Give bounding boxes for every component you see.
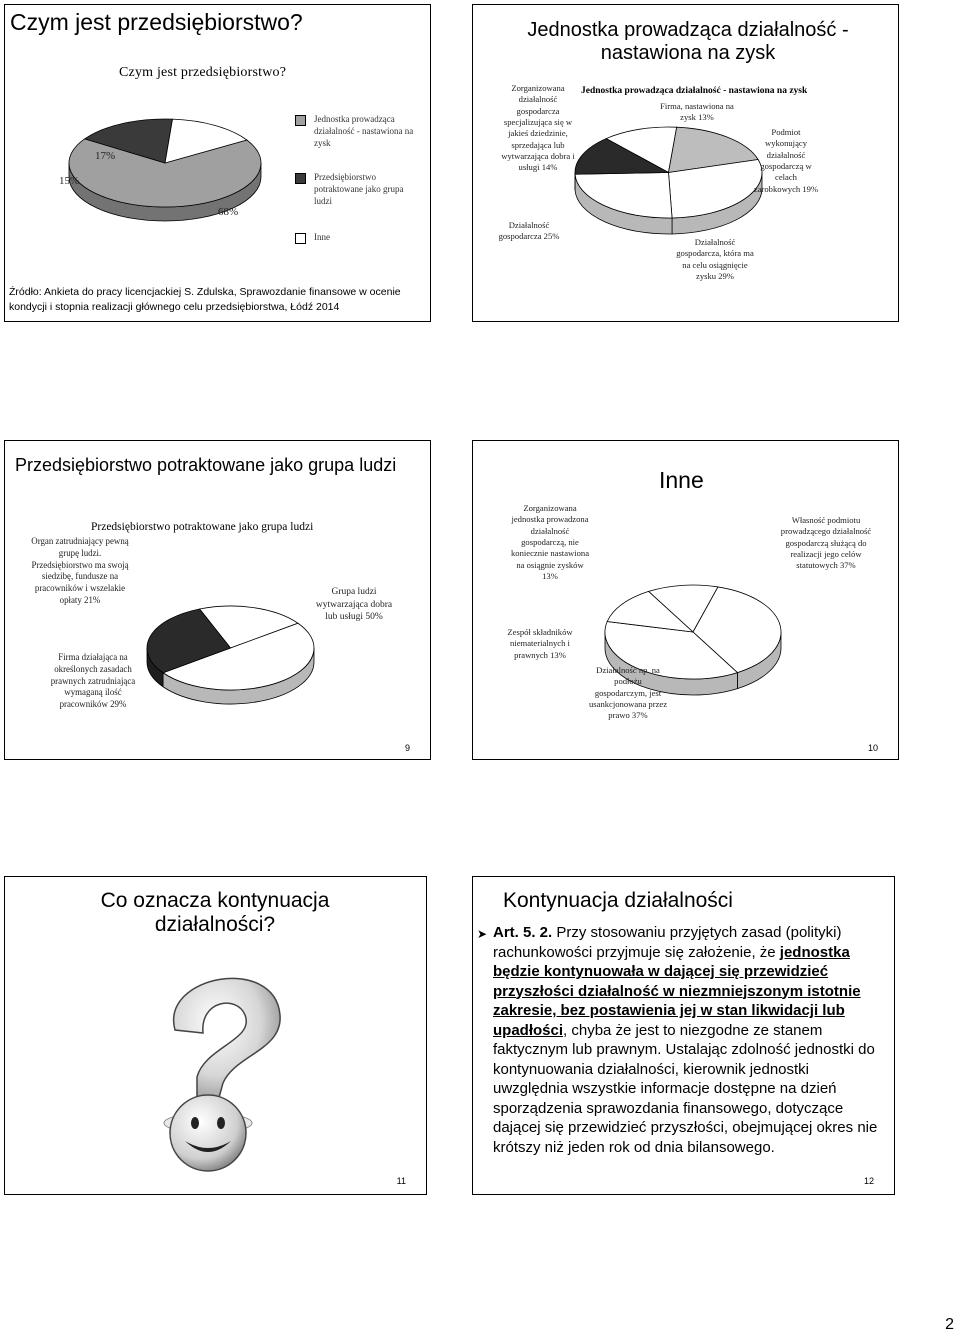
legend-item [295, 171, 418, 207]
slide-title: Przedsiębiorstwo potraktowane jako grupa ludzi [15, 455, 397, 475]
slide-5 [4, 876, 427, 1195]
slide-3 [4, 440, 431, 760]
bullet-arrow-icon: ➤ [477, 927, 488, 941]
paragraph-text: Przy stosowaniu przyjętych zasad (polityki) rachunkowości przyjmuje się założenie, że [493, 924, 842, 961]
slice-label: Zorganizowana jednostka prowadzona działalność gospodarczą, nie koniecznie nastawiona na osiągnie zysków 13% [510, 503, 590, 582]
pct-label: 17% [95, 150, 116, 162]
slice-label: Firma, nastawiona na zysk 13% [660, 101, 734, 123]
slide-title: Co oznacza kontynuacja działalności? [100, 889, 330, 937]
question-smiley-illustration [105, 955, 315, 1175]
slice-label: Podmiot wykonujący działalność gospodarczą w celach zarobkowych 19% [753, 127, 819, 194]
slide-title: Czym jest przedsiębiorstwo? [10, 9, 303, 35]
page-number: 9 [404, 743, 410, 753]
slice-label: Zespół składników niematerialnych i prawnych 13% [507, 627, 573, 660]
article-ref: Art. 5. 2. [493, 924, 553, 941]
pct-label: 15% [59, 175, 80, 187]
chart-title: Czym jest przedsiębiorstwo? [119, 65, 287, 80]
slice-label: Zorganizowana działalność gospodarcza specjalizująca się w jakieś dziedzinie, sprzedająca lub wytwarzająca dobra i usługi 14% [501, 83, 575, 173]
slide-1 [4, 4, 431, 322]
emphasized-text: jednostka będzie kontynuowała w dającej się przewidzieć przyszłości działalność w niezmniejszonym istotnie zakresie, bez postawienia jej w stan likwidacji lub upadłości [493, 943, 861, 1039]
source-note: Źródło: Ankieta do pracy licencjackiej S. Zdulska, Sprawozdanie finansowe w ocenie kondycji i stopnia realizacji głównego celu przedsiębiorstwa, Łódź 2014 [9, 286, 401, 314]
slide-4 [472, 440, 899, 760]
chart-title: Jednostka prowadząca działalność - nastawiona na zysk [581, 86, 808, 96]
legend-item [295, 113, 418, 149]
legend-swatch [295, 173, 306, 184]
pct-label: 68% [218, 206, 239, 218]
legend-label: Przedsiębiorstwo potraktowane jako grupa ludzi [314, 172, 404, 207]
bullet-paragraph [493, 923, 888, 1157]
page-number: 11 [396, 1176, 406, 1186]
chart-title: Przedsiębiorstwo potraktowane jako grupa ludzi [91, 521, 314, 533]
document-page-number: 2 [945, 1316, 954, 1333]
page-number: 12 [863, 1176, 874, 1186]
page-number: 10 [867, 743, 878, 753]
slice-label: Organ zatrudniający pewną grupę ludzi. Przedsiębiorstwo ma swoją siedzibę, fundusze na pracowników i wszelakie opłaty 21% [31, 536, 129, 605]
slice-label: Firma działająca na określonych zasadach prawnych zatrudniająca wymaganą ilość pracowników 29% [50, 652, 136, 709]
slide-6 [472, 876, 895, 1195]
slice-label: Własność podmiotu prowadzącego działalność gospodarczą służącą do realizacji jego celów statutowych 37% [780, 515, 872, 571]
slice-label: Działalność np. na podłożu gospodarczym, jest usankcjonowana przez prawo 37% [588, 665, 668, 721]
chart-legend [295, 113, 420, 253]
legend-label: Jednostka prowadząca działalność - nastawiona na zysk [314, 114, 414, 149]
legend-swatch [295, 115, 306, 126]
slide-title: Kontynuacja działalności [503, 889, 733, 912]
slice-label: Grupa ludzi wytwarzająca dobra lub usługi 50% [315, 587, 393, 623]
paragraph-text: , chyba że jest to niezgodne ze stanem faktycznym lub prawnym. Ustalając zdolność jednostki do kontynuowania działalności, kierownik jednostki uwzględnia wszystkie informacje dostępne na dzień sporządzenia sprawozdania finansowego, dotyczące dającej się przewidzieć przyszłości, obejmującej okres nie krótszy niż jeden rok od dnia bilansowego. [493, 1021, 878, 1156]
pie-chart [571, 123, 766, 238]
slice-label: Działalność gospodarcza, która ma na celu osiągnięcie zysku 29% [676, 237, 754, 282]
slide-title: Jednostka prowadząca działalność - nastawiona na zysk [527, 19, 849, 64]
pie-chart [143, 602, 318, 708]
legend-item [295, 231, 330, 244]
slide-2 [472, 4, 899, 322]
legend-label: Inne [314, 232, 330, 242]
slice-label: Działalność gospodarcza 25% [498, 220, 560, 242]
slide-title: Inne [659, 467, 704, 493]
legend-swatch [295, 233, 306, 244]
